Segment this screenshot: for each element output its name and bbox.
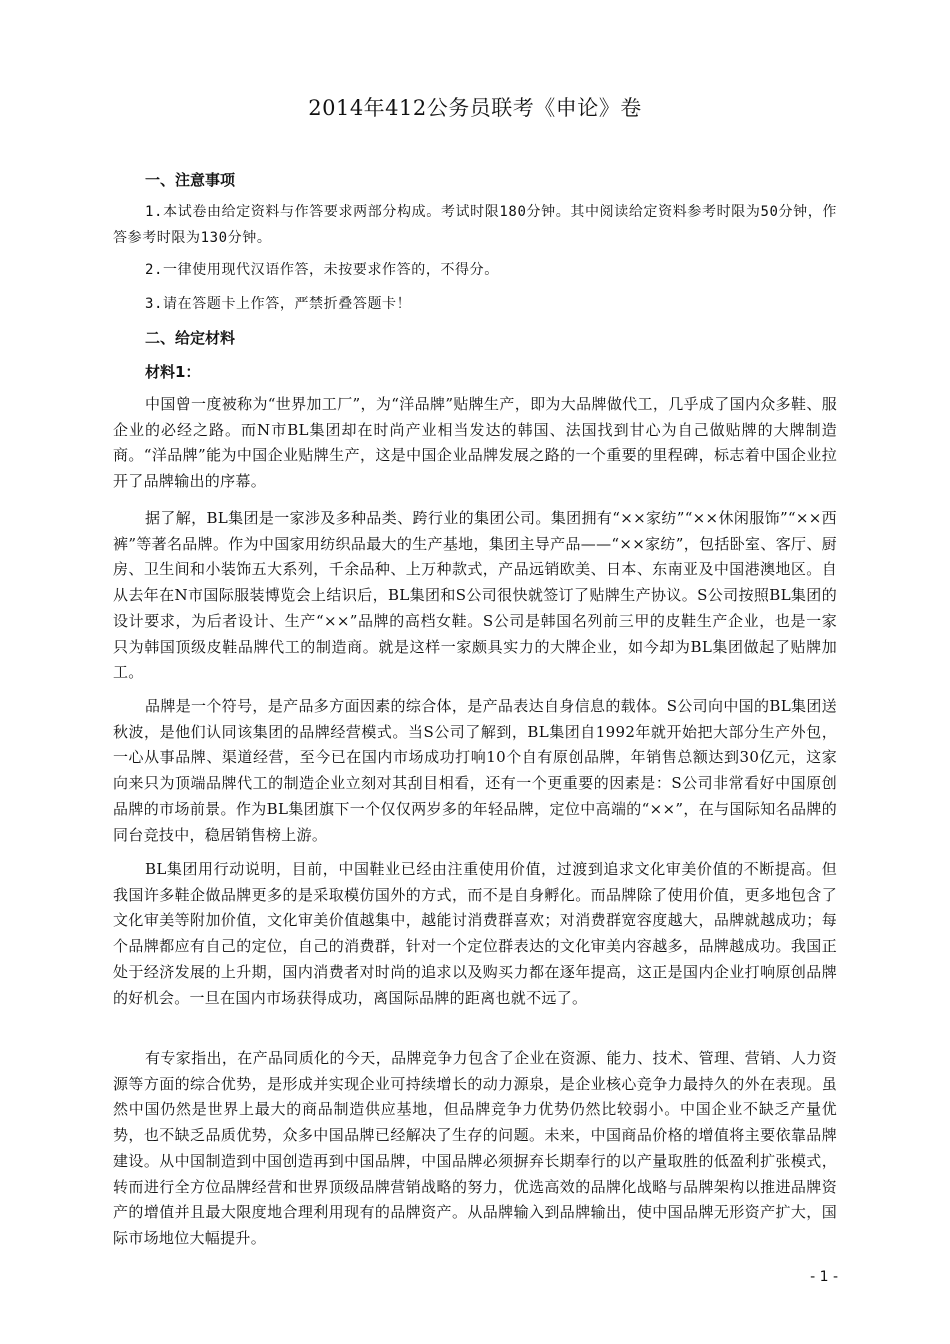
section-heading-materials: 二、给定材料	[145, 329, 236, 347]
notes-item-1: 1.本试卷由给定资料与作答要求两部分构成。考试时限180分钟。其中阅读给定资料参考时限为50分钟，作答参考时限为130分钟。	[113, 204, 837, 246]
page-number: - 1 -	[810, 1269, 838, 1285]
material-paragraph-5: 有专家指出，在产品同质化的今天，品牌竞争力包含了企业在资源、能力、技术、管理、营销、人力资源等方面的综合优势，是形成并实现企业可持续增长的动力源泉，是企业核心竞争力最持久的外在表现。虽然中国仍然是世界上最大的商品制造供应基地，但品牌竞争力优势仍然比较弱小。中国企业不缺乏产量优势，也不缺乏品质优势，众多中国品牌已经解决了生存的问题。未来，中国商品价格的增值将主要依靠品牌建设。从中国制造到中国创造再到中国品牌，中国品牌必须摒弃长期奉行的以产量取胜的低盈利扩张模式，转而进行全方位品牌经营和世界顶级品牌营销战略的努力，优选高效的品牌化战略与品牌架构以推进品牌资产的增值并且最大限度地合理利用现有的品牌资产。从品牌输入到品牌输出，使中国品牌无形资产扩大，国际市场地位大幅提升。	[113, 1049, 837, 1247]
material-label: 材料1：	[145, 363, 201, 381]
document-title: 2014年412公务员联考《申论》卷	[308, 96, 642, 120]
material-paragraph-1: 中国曾一度被称为“世界加工厂”，为“洋品牌”贴牌生产，即为大品牌做代工，几乎成了国内众多鞋、服企业的必经之路。而N市BL集团却在时尚产业相当发达的韩国、法国找到甘心为自己做贴牌的大牌制造商。“洋品牌”能为中国企业贴牌生产，这是中国企业品牌发展之路的一个重要的里程碑，标志着中国企业拉开了品牌输出的序幕。	[113, 395, 837, 491]
section-heading-notes: 一、注意事项	[145, 171, 236, 189]
material-paragraph-4: BL集团用行动说明，目前，中国鞋业已经由注重使用价值，过渡到追求文化审美价值的不断提高。但我国许多鞋企做品牌更多的是采取模仿国外的方式，而不是自身孵化。而品牌除了使用价值，更多地包含了文化审美等附加价值，文化审美价值越集中，越能讨消费群喜欢；对消费群宽容度越大，品牌就越成功；每个品牌都应有自己的定位，自己的消费群，针对一个定位群表达的文化审美内容越多，品牌越成功。我国正处于经济发展的上升期，国内消费者对时尚的追求以及购买力都在逐年提高，这正是国内企业打响原创品牌的好机会。一旦在国内市场获得成功，离国际品牌的距离也就不远了。	[113, 860, 837, 1007]
notes-item-2: 2.一律使用现代汉语作答，未按要求作答的，不得分。	[145, 262, 499, 278]
material-paragraph-2: 据了解，BL集团是一家涉及多种品类、跨行业的集团公司。集团拥有“××家纺”“××休闲服饰”“××西裤”等著名品牌。作为中国家用纺织品最大的生产基地，集团主导产品——“××家纺”，包括卧室、客厅、厨房、卫生间和小装饰五大系列，千余品种、上万种款式，产品远销欧美、日本、东南亚及中国港澳地区。自从去年在N市国际服装博览会上结识后，BL集团和S公司很快就签订了贴牌生产协议。S公司按照BL集团的设计要求，为后者设计、生产“××”品牌的高档女鞋。S公司是韩国名列前三甲的皮鞋生产企业，也是一家只为韩国顶级皮鞋品牌代工的制造商。就是这样一家颇具实力的大牌企业，如今却为BL集团做起了贴牌加工。	[113, 509, 837, 682]
notes-item-3: 3.请在答题卡上作答，严禁折叠答题卡！	[145, 296, 412, 312]
material-paragraph-3: 品牌是一个符号，是产品多方面因素的综合体，是产品表达自身信息的载体。S公司向中国的BL集团送秋波，是他们认同该集团的品牌经营模式。当S公司了解到，BL集团自1992年就开始把大部分生产外包，一心从事品牌、渠道经营，至今已在国内市场成功打响10个自有原创品牌，年销售总额达到30亿元，这家向来只为顶端品牌代工的制造企业立刻对其刮目相看，还有一个更重要的因素是：S公司非常看好中国原创品牌的市场前景。作为BL集团旗下一个仅仅两岁多的年轻品牌，定位中高端的“××”，在与国际知名品牌的同台竞技中，稳居销售榜上游。	[113, 697, 837, 844]
